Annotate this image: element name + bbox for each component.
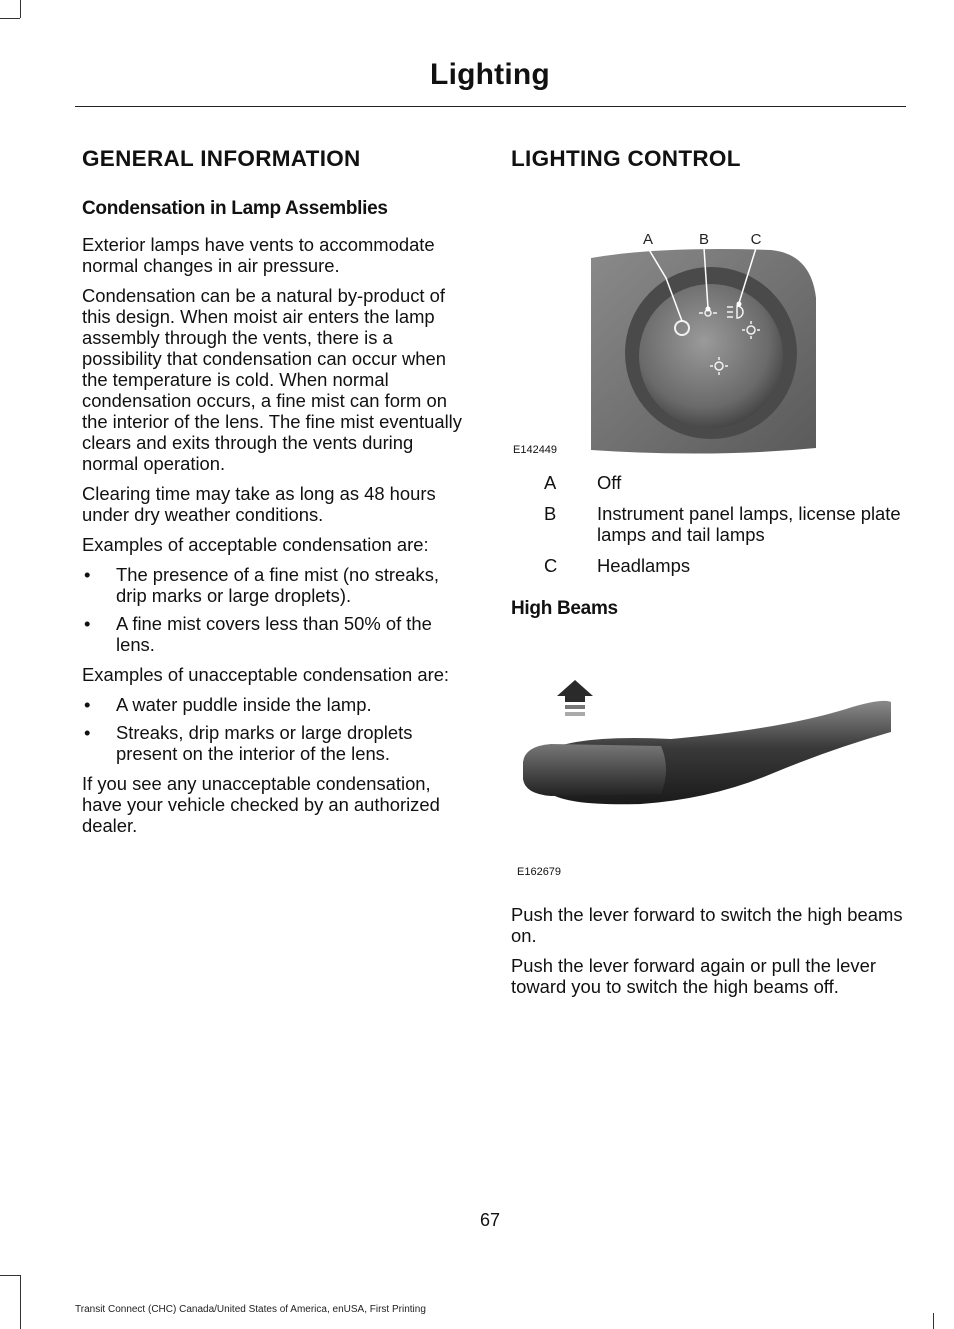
crop-mark [0, 18, 20, 19]
high-beams-figure [511, 634, 906, 904]
callout-dot [706, 307, 711, 312]
legend-value: Headlamps [597, 555, 691, 576]
callout-dot [737, 302, 742, 307]
figure-code: E162679 [517, 866, 562, 878]
paragraph: Clearing time may take as long as 48 hours under dry weather conditions. [82, 483, 436, 525]
acceptable-condensation-list [82, 564, 472, 655]
switch-knob [639, 284, 783, 428]
legend-value: Off [597, 472, 622, 493]
title-divider [75, 106, 906, 107]
legend-value: Instrument panel lamps, license plate lamps and tail lamps [597, 503, 901, 545]
right-column [511, 146, 906, 1006]
paragraph: Examples of unacceptable condensation are: [82, 664, 450, 685]
subsection-title-condensation: Condensation in Lamp Assemblies [82, 198, 388, 219]
list-item: • The presence of a fine mist (no streaks, drip marks or large droplets). [84, 564, 440, 606]
paragraph: If you see any unacceptable condensation, have your vehicle checked by an authorized dealer. [82, 773, 440, 836]
callout-b: B [698, 231, 710, 248]
callout-a: A [642, 231, 654, 248]
crop-mark [20, 0, 21, 18]
crop-mark [0, 1275, 20, 1276]
legend-key: A [544, 472, 557, 493]
headlamp-switch-illustration [511, 188, 906, 458]
subsection-title-high-beams: High Beams [511, 598, 618, 619]
crop-mark [20, 1275, 21, 1329]
legend-row [511, 555, 906, 576]
section-title-general-information: GENERAL INFORMATION [82, 146, 361, 171]
lever-illustration [511, 634, 906, 904]
legend-row [511, 472, 906, 493]
lever-tip [523, 744, 666, 796]
paragraph: Push the lever forward again or pull the lever toward you to switch the high beams off. [511, 955, 876, 997]
legend-row [511, 503, 906, 545]
list-item: • A water puddle inside the lamp. [84, 694, 372, 715]
push-forward-arrow-icon [557, 680, 593, 716]
figure-code: E142449 [513, 444, 558, 456]
unacceptable-condensation-list [82, 694, 472, 764]
paragraph: Examples of acceptable condensation are: [82, 534, 429, 555]
page-number: 67 [479, 1210, 501, 1230]
paragraph: Exterior lamps have vents to accommodate normal changes in air pressure. [82, 234, 435, 276]
footer-text: Transit Connect (CHC) Canada/United States of America, enUSA, First Printing [75, 1304, 426, 1315]
figure-legend [511, 472, 906, 576]
list-item: • Streaks, drip marks or large droplets present on the interior of the lens. [84, 722, 413, 764]
paragraph: Condensation can be a natural by-product of this design. When moist air enters the lamp assembly through the vents, there is a possibility that condensation can occur when the temperature is cold. When normal condensation occurs, a fine mist can form on the interior of the lens. The fine mist eventually clears and exits through the vents during normal operation. [82, 285, 462, 474]
bullet: • [84, 694, 91, 715]
bullet: • [84, 564, 91, 585]
crop-mark [933, 1313, 934, 1329]
legend-key: B [544, 503, 557, 524]
list-item: • A fine mist covers less than 50% of the lens. [84, 613, 432, 655]
bullet: • [84, 722, 91, 743]
paragraph: Push the lever forward to switch the high beams on. [511, 904, 903, 946]
section-title-lighting-control: LIGHTING CONTROL [511, 146, 741, 171]
left-column [82, 146, 472, 845]
lighting-control-figure [511, 188, 906, 458]
page-title: Lighting [430, 58, 550, 91]
bullet: • [84, 613, 91, 634]
legend-key: C [544, 555, 558, 576]
callout-c: C [750, 231, 762, 248]
